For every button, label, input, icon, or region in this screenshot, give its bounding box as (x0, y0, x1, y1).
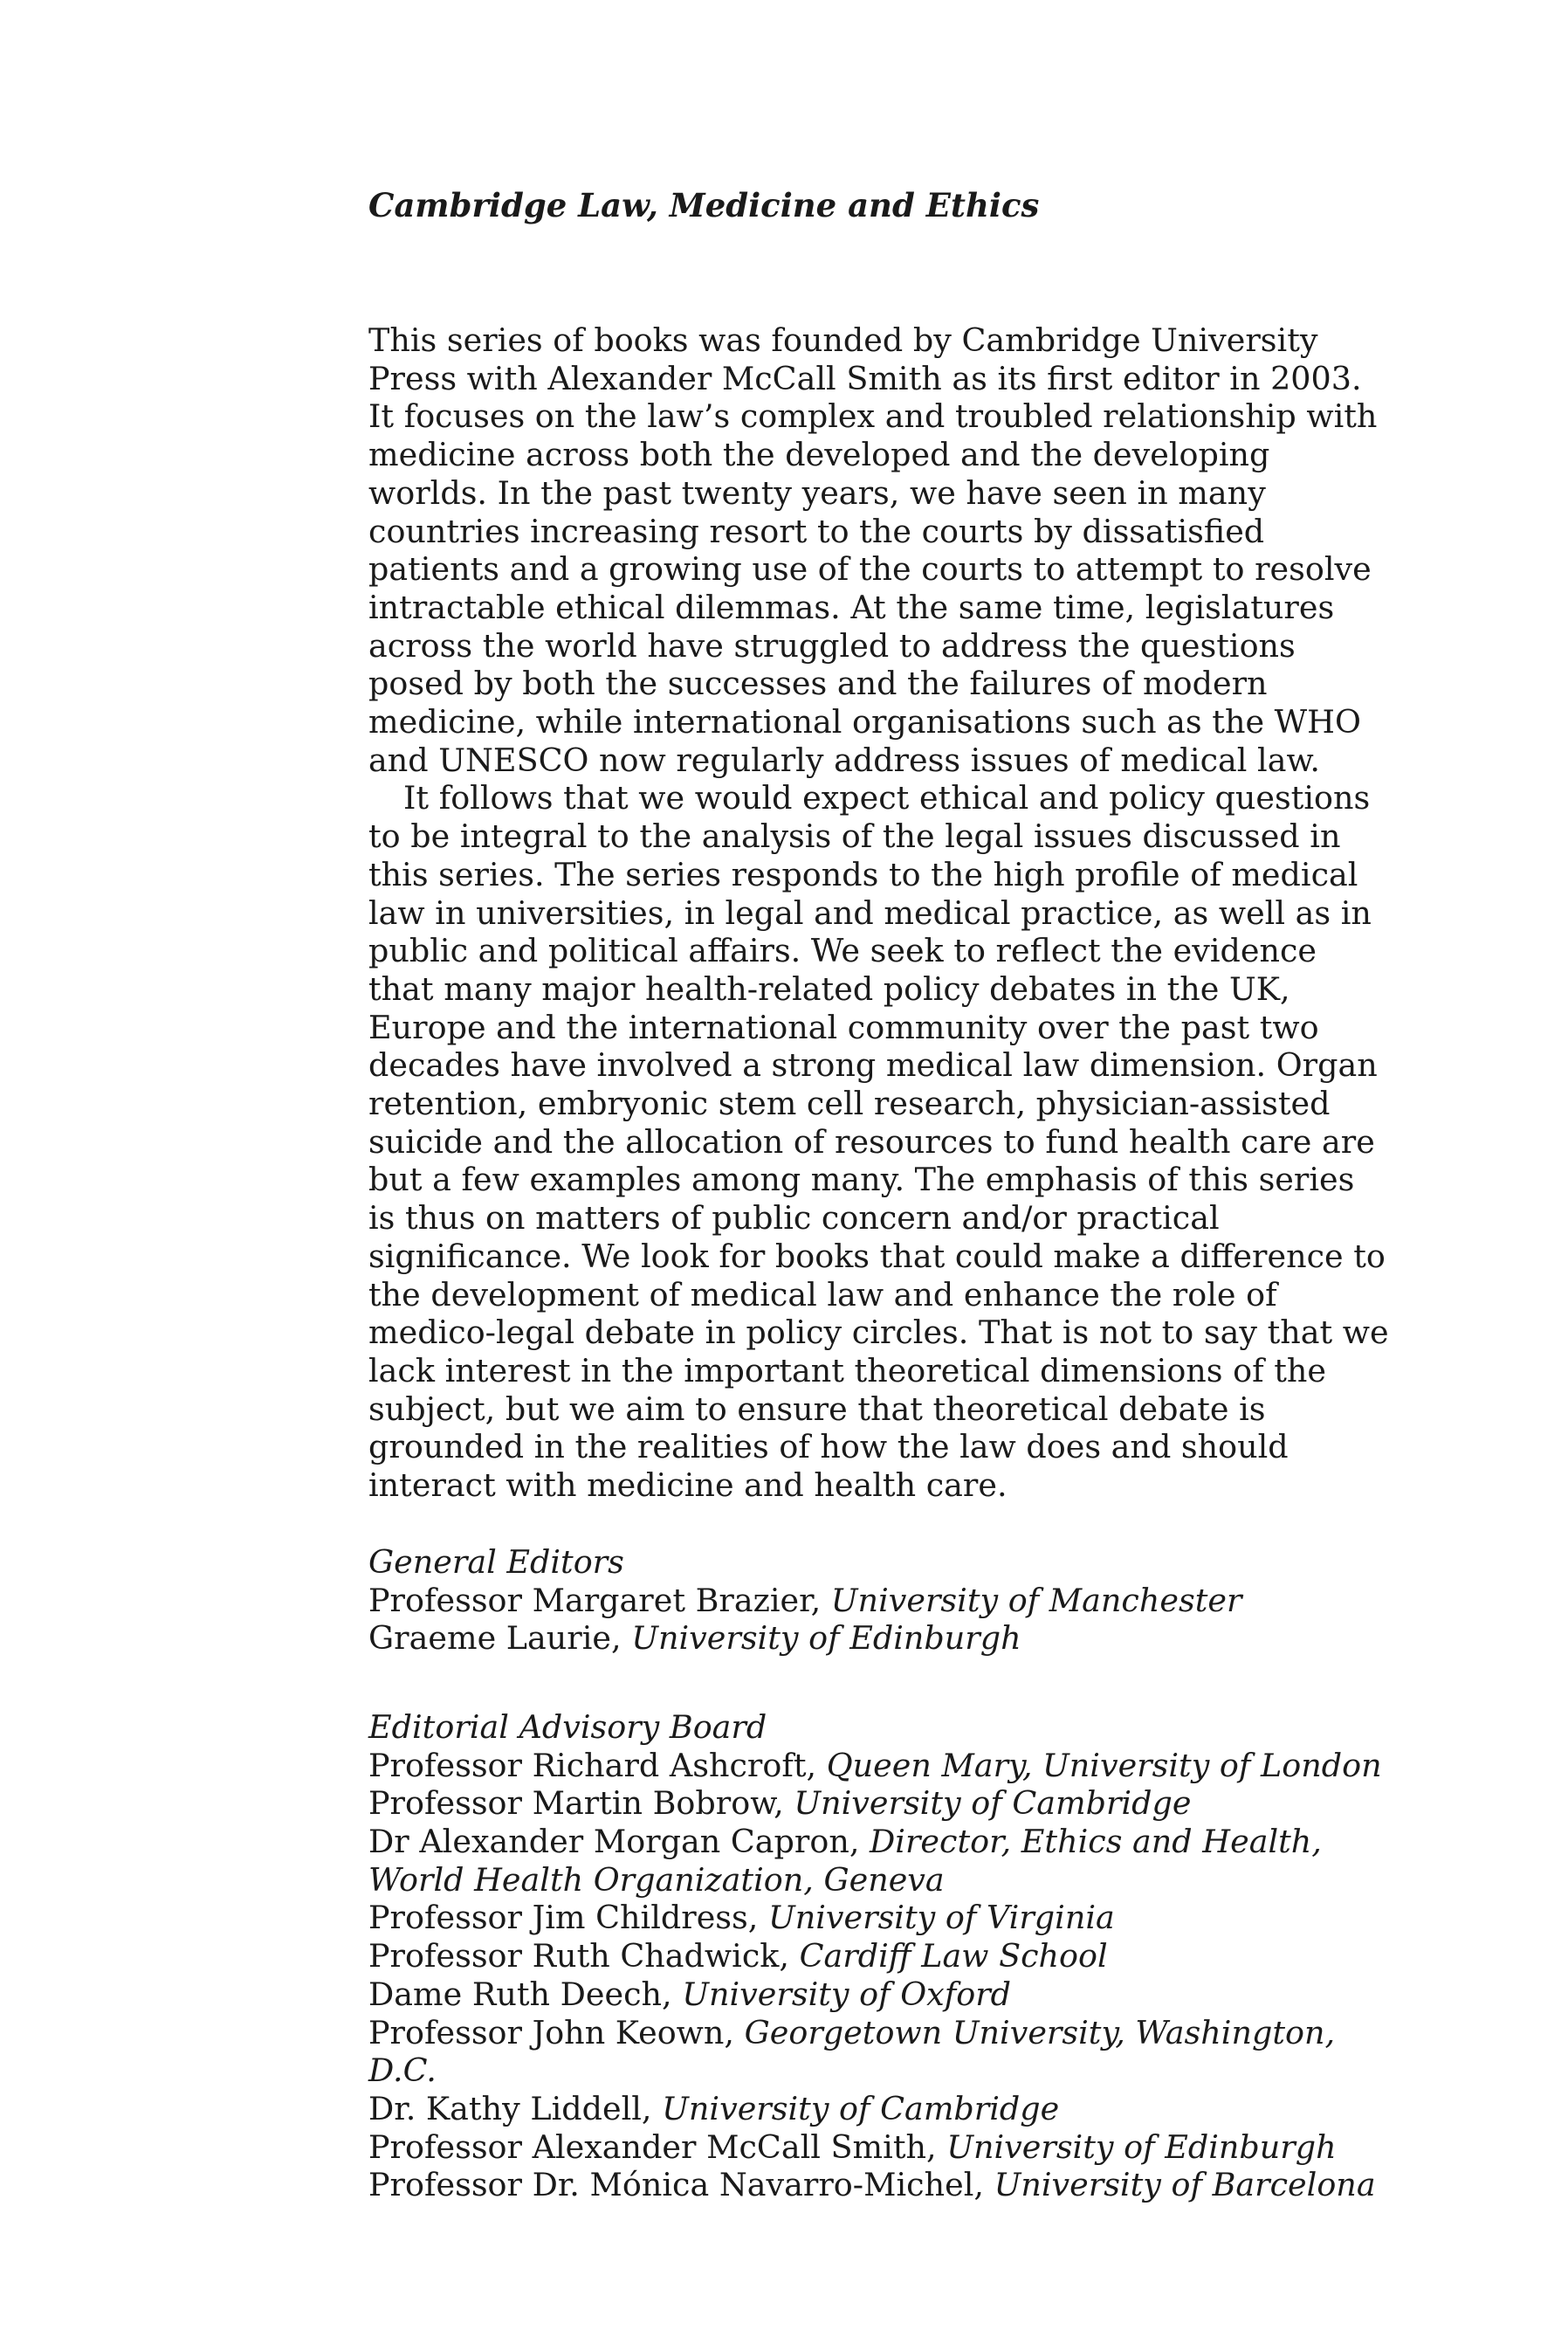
board-member-name: Professor Ruth Chadwick, (368, 1937, 800, 1975)
advisory-board-section (368, 1708, 1390, 2204)
editor-name: Graeme Laurie, (368, 1619, 632, 1658)
board-member-name: Professor Richard Ashcroft, (368, 1746, 827, 1784)
board-member-affiliation: University of Oxford (682, 1975, 1012, 2013)
board-member-affiliation: University of Barcelona (994, 2166, 1376, 2204)
intro-paragraph-2: It follows that we would expect ethical and policy questions to be integral to the analysis of the legal issues discussed in this series. The series responds to the high profile of medical law in universities, in legal and medical practice, as well as in public and political affairs. We seek to reflect the evidence that many major health-related policy debates in the UK, Europe and the international community over the past two decades have involved a strong medical law dimension. Organ retention, embryonic stem cell research, physician-assisted suicide and the allocation of resources to fund health care are but a few examples among many. The emphasis of this series is thus on matters of public concern and/or practical significance. We look for books that could make a difference to the development of medical law and enhance the role of medico-legal debate in policy circles. That is not to say that we lack interest in the important theoretical dimensions of the subject, but we aim to ensure that theoretical debate is grounded in the realities of how the law does and should interact with medicine and health care. (368, 779, 1389, 1505)
board-member-affiliation: Georgetown University, Washington, D.C. (368, 2013, 1336, 2090)
board-member-name: Dr Alexander Morgan Capron, (368, 1823, 870, 1861)
board-member-affiliation: University of Cambridge (794, 1784, 1192, 1823)
board-member-affiliation: Cardiff Law School (799, 1937, 1108, 1975)
board-member-entry (368, 1899, 1390, 1937)
intro-paragraph-1: This series of books was founded by Cambridge University Press with Alexander McCall Smith as its first editor in 2003. It focuses on the law’s complex and troubled relationship with medicine across both the developed and the developing worlds. In the past twenty years, we have seen in many countries increasing resort to the courts by dissatisfied patients and a growing use of the courts to attempt to resolve intractable ethical dilemmas. At the same time, legislatures across the world have struggled to address the questions posed by both the successes and the failures of modern medicine, while international organisations such as the WHO and UNESCO now regularly address issues of medical law. (368, 321, 1378, 779)
general-editors-heading: General Editors (368, 1542, 624, 1581)
board-member-name: Professor Martin Bobrow, (368, 1784, 794, 1823)
board-member-entry (368, 2090, 1390, 2128)
page (368, 183, 1390, 2204)
board-member-entry (368, 2166, 1390, 2204)
board-member-entry (368, 2128, 1390, 2167)
editor-entry (368, 1619, 1390, 1658)
board-member-entry (368, 2014, 1390, 2090)
board-member-name: Dame Ruth Deech, (368, 1975, 683, 2013)
board-member-entry (368, 1747, 1390, 1785)
board-member-name: Professor Alexander McCall Smith, (368, 2127, 947, 2166)
board-member-entry (368, 1975, 1390, 2014)
board-member-entry (368, 1823, 1390, 1899)
board-member-affiliation: University of Virginia (767, 1899, 1115, 1937)
board-member-affiliation: University of Cambridge (662, 2089, 1060, 2127)
editor-affiliation: University of Manchester (830, 1581, 1242, 1619)
board-member-entry (368, 1937, 1390, 1975)
board-member-affiliation: Queen Mary, University of London (826, 1746, 1382, 1784)
advisory-board-heading: Editorial Advisory Board (368, 1707, 767, 1746)
board-member-affiliation: University of Edinburgh (946, 2127, 1337, 2166)
board-member-affiliation: Director, Ethics and Health, World Health Organization, Geneva (368, 1823, 1322, 1899)
general-editors-section (368, 1543, 1390, 1658)
editor-affiliation: University of Edinburgh (631, 1619, 1021, 1658)
editor-entry (368, 1582, 1390, 1620)
series-title: Cambridge Law, Medicine and Ethics (368, 186, 1040, 224)
board-member-name: Professor Jim Childress, (368, 1899, 768, 1937)
editor-name: Professor Margaret Brazier, (368, 1581, 831, 1619)
board-member-name: Professor Dr. Mónica Navarro-Michel, (368, 2166, 994, 2204)
board-member-name: Dr. Kathy Liddell, (368, 2089, 663, 2127)
board-member-entry (368, 1784, 1390, 1823)
board-member-name: Professor John Keown, (368, 2013, 745, 2051)
